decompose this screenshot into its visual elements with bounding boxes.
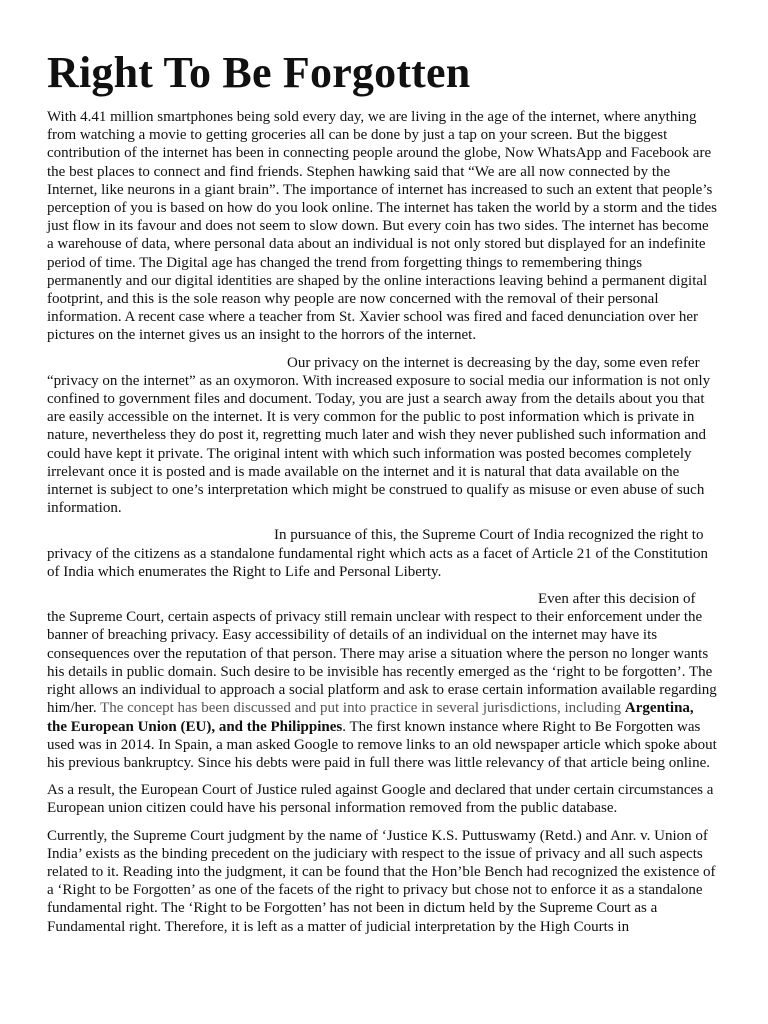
paragraph-european-court: As a result, the European Court of Justice ruled against Google and declared that under certain circumstances a European union citizen could have his personal information removed from the public database. bbox=[47, 782, 714, 817]
paragraph-right-to-be-forgotten bbox=[47, 590, 717, 772]
document-title: Right To Be Forgotten bbox=[47, 48, 471, 97]
paragraph-intro: With 4.41 million smartphones being sold every day, we are living in the age of the internet, where anything from watching a movie to getting groceries all can be done by just a tap on your screen. But the biggest contribution of the internet has been in connecting people around the globe, Now WhatsApp and Facebook are the best places to connect and find friends. Stephen hawking said that “We are all now connected by the Internet, like neurons in a giant brain”. The importance of internet has increased to such an extent that people’s perception of you is based on how do you look online. The internet has taken the world by a storm and the tides just flow in its favour and does not seem to slow down. But every coin has two sides. The internet has become a warehouse of data, where personal data about an individual is not only stored but displayed for an indefinite period of time. The Digital age has changed the trend from forgetting things to remembering things permanently and our digital identities are shaped by the online interactions leaving behind a permanent digital footprint, and this is the sole reason why people are now concerned with the removal of their personal information. A recent case where a teacher from St. Xavier school was fired and faced denunciation over her pictures on the internet gives us an insight to the horrors of the internet. bbox=[47, 109, 717, 344]
jurisdictions-list: Argentina, the European Union (EU), and the Philippines bbox=[47, 700, 694, 735]
paragraph-rtbf-main: Even after this decision of the Supreme Court, certain aspects of privacy still remain unclear with respect to their enforcement under the banner of breaching privacy. Easy accessibility of details of an individual on the internet may have its consequences over the reputation of that person. There may arise a situation where the person no longer wants his details in public domain. Such desire to be invisible has recently emerged as the ‘right to be forgotten’. The right allows an individual to approach a social platform and ask to erase certain information available regarding him/her. bbox=[47, 591, 717, 717]
paragraph-rtbf-spain: . The first known instance where Right to Be Forgotten was used was in 2014. In Spain, a man asked Google to remove links to an old newspaper article which spoke about his previous bankruptcy. Since his debts were paid in full there was little relevancy of that article being online. bbox=[47, 718, 717, 771]
paragraph-supreme-court: In pursuance of this, the Supreme Court of India recognized the right to privacy of the citizens as a standalone fundamental right which acts as a facet of Article 21 of the Constitution of India which enumerates the Right to Life and Personal Liberty. bbox=[47, 527, 709, 580]
document-body bbox=[47, 108, 717, 945]
paragraph-puttuswamy: Currently, the Supreme Court judgment by the name of ‘Justice K.S. Puttuswamy (Retd.) and Anr. v. Union of India’ exists as the binding precedent on the judiciary with respect to the issue of privacy and all such aspects related to it. Reading into the judgment, it can be found that the Hon’ble Bench had recognized the existence of a ‘Right to be Forgotten’ as one of the facets of the right to privacy but chose not to enforce it as a standalone fundamental right. The ‘Right to be Forgotten’ has not been in dictum held by the Supreme Court as a Fundamental right. Therefore, it is left as a matter of judicial interpretation by the High Courts in bbox=[47, 827, 716, 935]
paragraph-privacy: Our privacy on the internet is decreasing by the day, some even refer “privacy on the internet” as an oxymoron. With increased exposure to social media our information is not only confined to government files and document. Today, you are just a search away from the details about you that are easily accessible on the internet. It is very common for the public to post information which is private in nature, nevertheless they do post it, regretting much later and wish they never published such information and could have kept it private. The original intent with which such information was posted becomes completely irrelevant once it is posted and is made available on the internet and it is natural that data available on the internet is subject to one’s interpretation which might be construed to qualify as misuse or even abuse of such information. bbox=[47, 354, 711, 517]
paragraph-rtbf-concept: The concept has been discussed and put into practice in several jurisdictions, including bbox=[100, 700, 622, 717]
